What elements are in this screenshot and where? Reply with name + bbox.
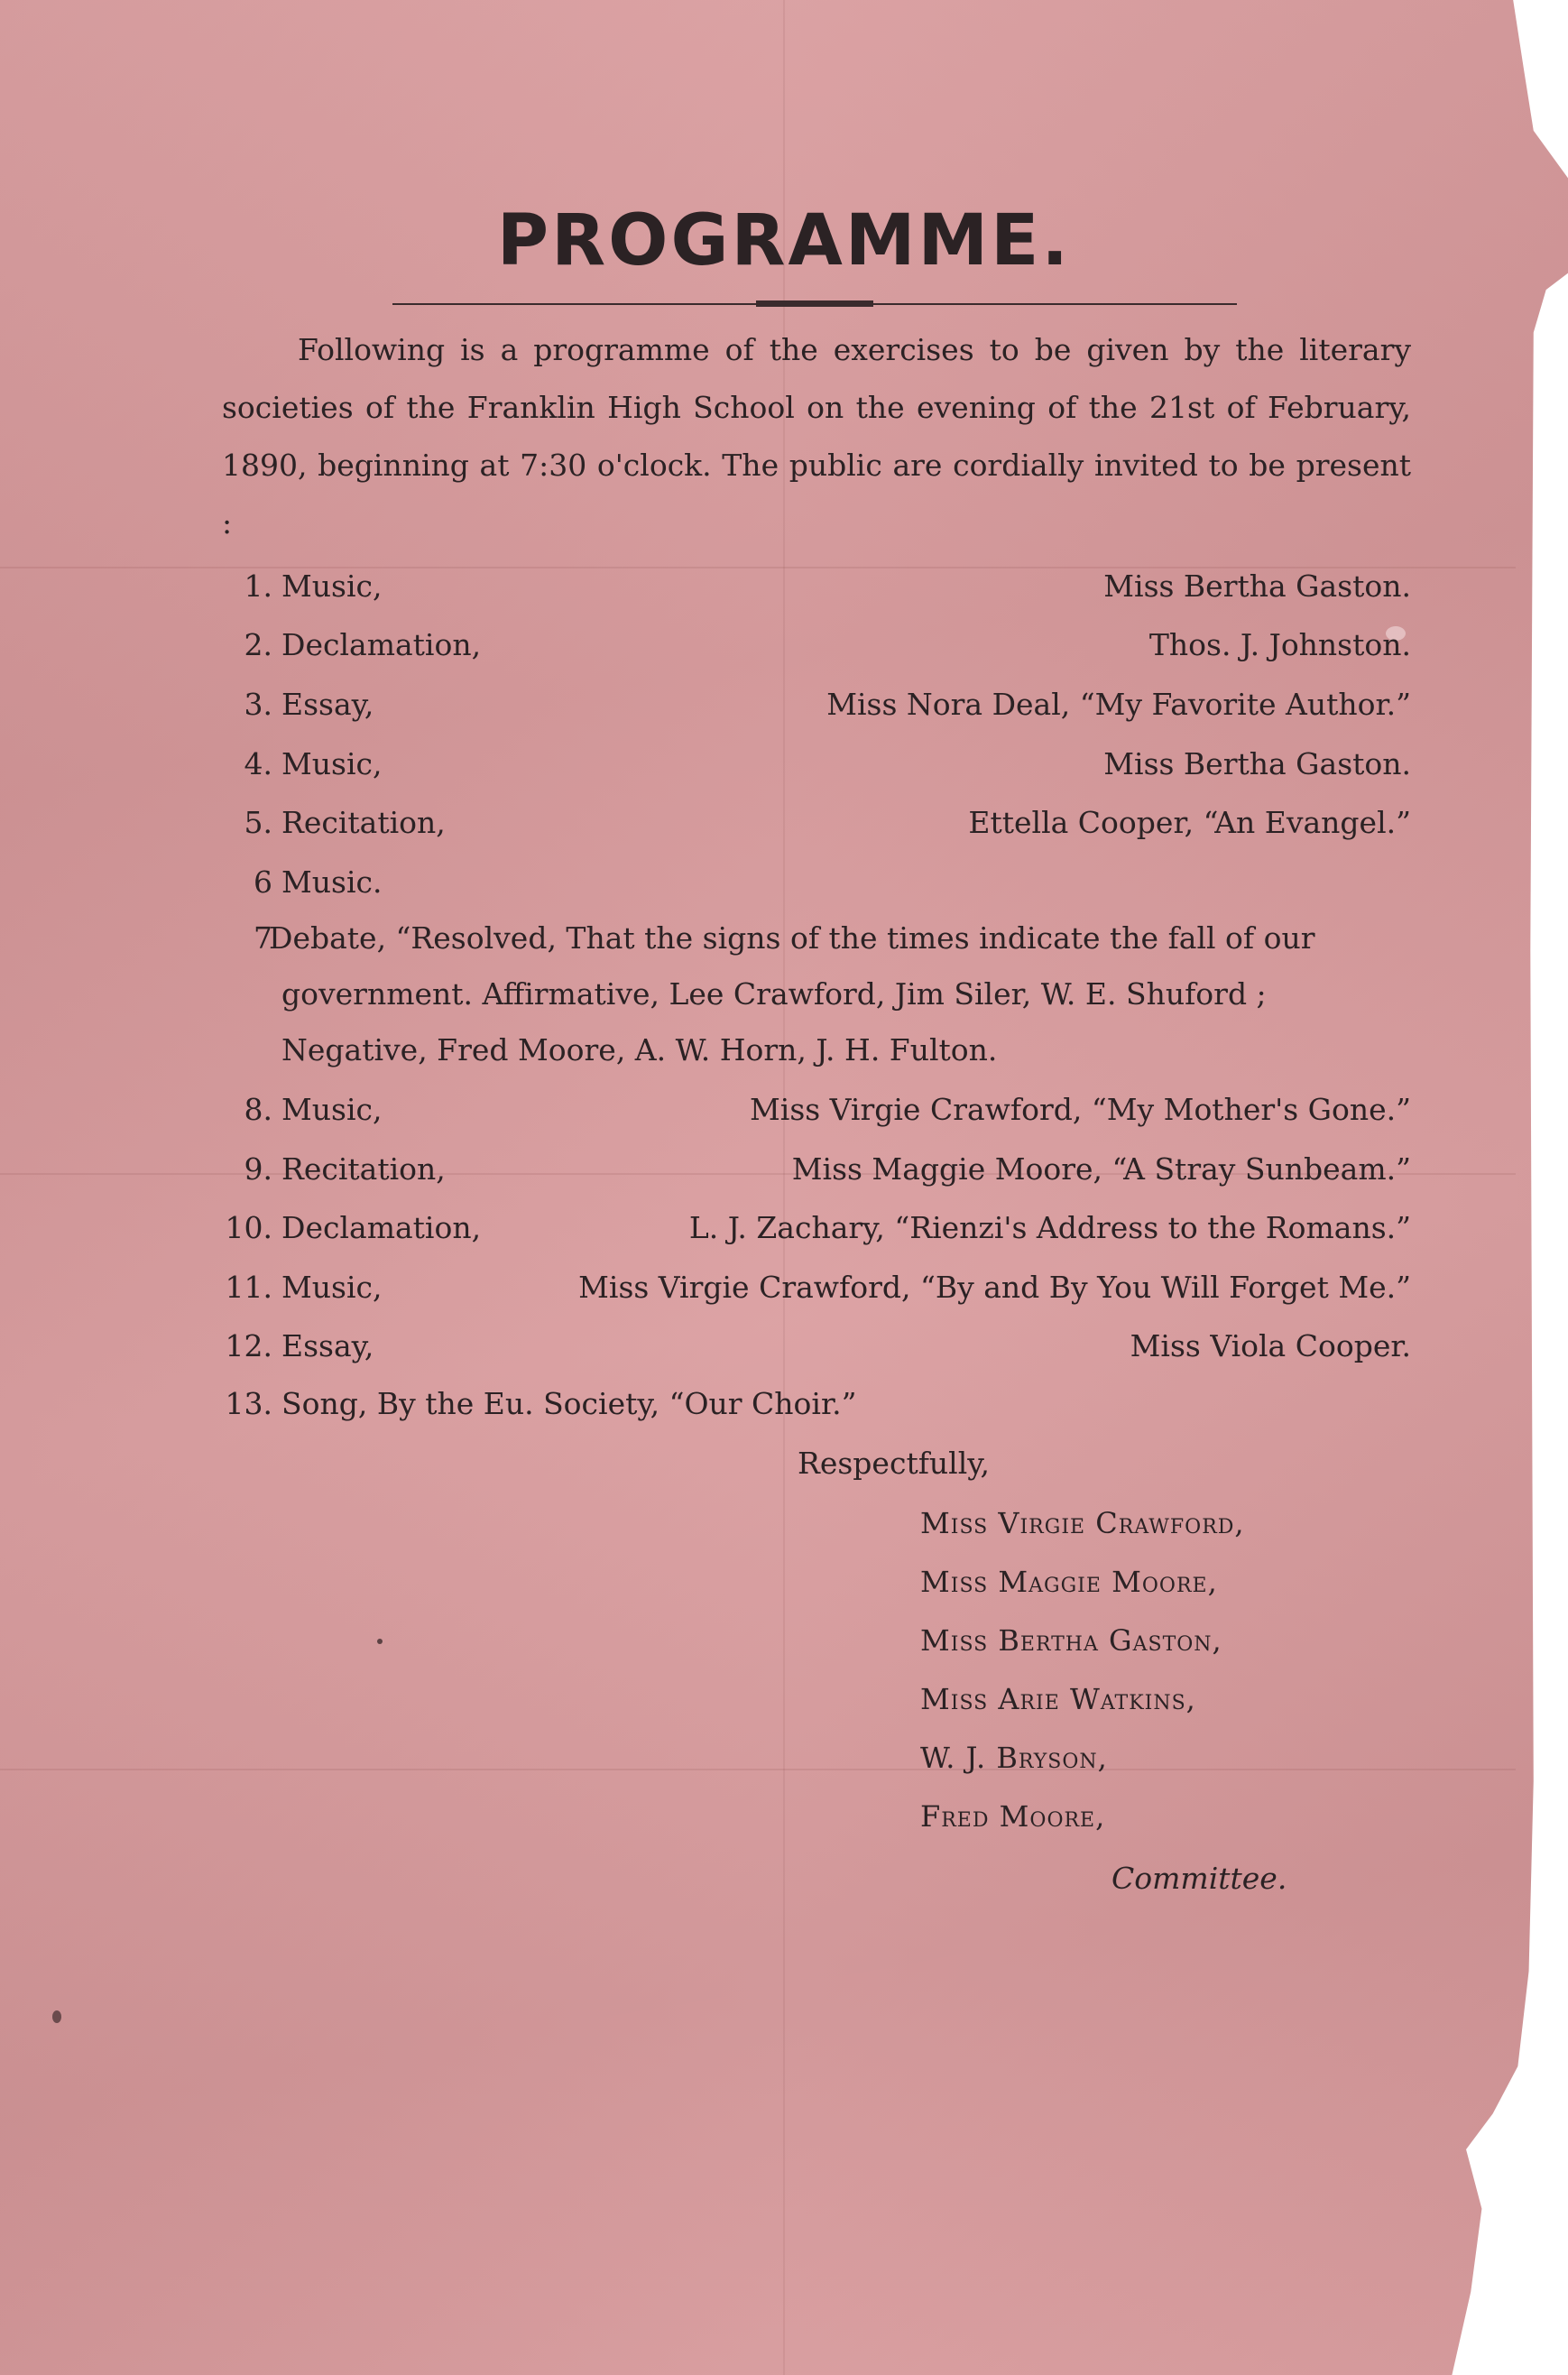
item-label: Declamation, [281, 627, 482, 662]
item-number: 8. [244, 1092, 272, 1127]
item-performer: Miss Bertha Gaston. [1103, 746, 1411, 781]
debate-text-line: Debate, “Resolved, That the signs of the times indicate the fall of our [269, 920, 1315, 956]
item-number: 3. [244, 687, 272, 722]
committee-member: Miss Virgie Crawford, [920, 1506, 1245, 1540]
committee-label: Committee. [1111, 1861, 1287, 1896]
item-number: 7 [254, 920, 272, 956]
item-label: Music, [281, 746, 383, 781]
item-number: 1. [244, 568, 272, 604]
page-title: PROGRAMME. [496, 200, 1072, 282]
item-number: 12. [225, 1328, 272, 1363]
item-label: Music, [281, 1092, 383, 1127]
item-performer: Ettella Cooper, “An Evangel.” [968, 805, 1411, 840]
committee-member: Miss Maggie Moore, [920, 1565, 1218, 1599]
item-performer: Miss Nora Deal, “My Favorite Author.” [826, 687, 1411, 722]
item-number: 4. [244, 746, 272, 781]
programme-item [202, 737, 1411, 791]
item-number: 9. [244, 1151, 272, 1187]
item-performer: Miss Virgie Crawford, “By and By You Will Forget Me.” [578, 1270, 1411, 1305]
item-label: Music, [281, 1270, 383, 1305]
item-label: Recitation, [281, 1151, 446, 1187]
item-number: 13. [225, 1386, 272, 1421]
programme-item [202, 1142, 1411, 1197]
programme-item [202, 796, 1411, 850]
item-number: 5. [244, 805, 272, 840]
item-number: 6 [254, 864, 272, 900]
item-label: Essay, [281, 1328, 374, 1363]
item-label: Declamation, [281, 1210, 482, 1245]
programme-item [202, 1377, 1411, 1431]
item-performer: Miss Bertha Gaston. [1103, 568, 1411, 604]
debate-text-line: Negative, Fred Moore, A. W. Horn, J. H. Fulton. [281, 1032, 998, 1067]
committee-member: Fred Moore, [920, 1799, 1106, 1834]
ink-spot [377, 1639, 383, 1644]
debate-text-line: government. Affirmative, Lee Crawford, Jim Siler, W. E. Shuford ; [281, 976, 1267, 1012]
paper-fold-line [0, 1769, 1516, 1770]
programme-item [202, 1319, 1411, 1373]
committee-list [920, 1494, 1245, 1846]
item-number: 2. [244, 627, 272, 662]
title-underline-ornament [756, 300, 873, 307]
closing-salutation: Respectfully, [798, 1446, 991, 1481]
programme-item-debate [202, 911, 1411, 1092]
item-performer: Thos. J. Johnston. [1148, 627, 1411, 662]
item-performer: L. J. Zachary, “Rienzi's Address to the Romans.” [688, 1210, 1411, 1245]
item-label: Essay, [281, 687, 374, 722]
programme-item [202, 1083, 1411, 1137]
intro-paragraph: Following is a programme of the exercises to be given by the literary societies of the Franklin High School on the evening of the 21st of February, 1890, beginning at 7:30 o'clock. The public are cordially invited to be present : [222, 332, 1411, 541]
ink-spot [52, 2010, 61, 2023]
item-number: 10. [225, 1210, 272, 1245]
item-label: Music, [281, 568, 383, 604]
item-label: Recitation, [281, 805, 446, 840]
committee-member: Miss Arie Watkins, [920, 1682, 1196, 1716]
programme-item [202, 618, 1411, 672]
programme-item [202, 559, 1411, 614]
programme-item [202, 678, 1411, 732]
item-number: 11. [225, 1270, 272, 1305]
programme-item [202, 855, 1411, 910]
committee-member: W. J. Bryson, [920, 1741, 1108, 1775]
item-label: Music. [281, 864, 383, 900]
item-performer: Miss Virgie Crawford, “My Mother's Gone.” [749, 1092, 1411, 1127]
committee-member: Miss Bertha Gaston, [920, 1623, 1222, 1658]
programme-item [202, 1201, 1411, 1255]
item-label: Song, By the Eu. Society, “Our Choir.” [281, 1386, 857, 1421]
item-performer: Miss Viola Cooper. [1130, 1328, 1411, 1363]
item-performer: Miss Maggie Moore, “A Stray Sunbeam.” [791, 1151, 1411, 1187]
programme-item [202, 1261, 1411, 1315]
